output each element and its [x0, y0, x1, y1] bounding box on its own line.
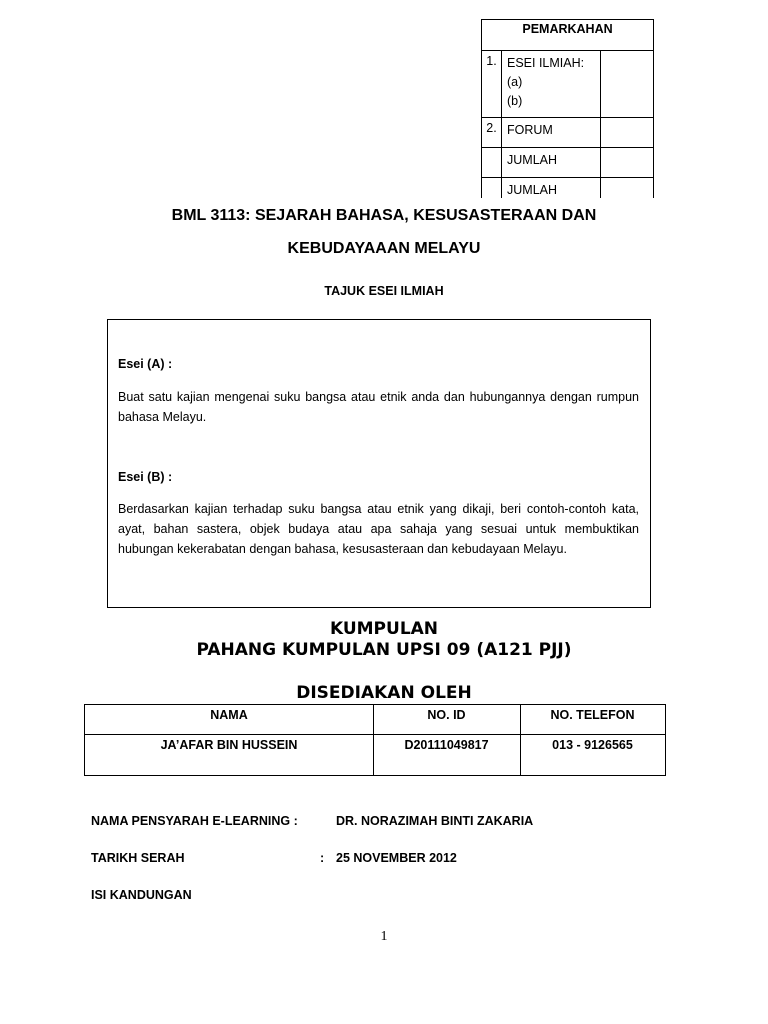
marks-row: [482, 51, 653, 118]
essay-b-text: Berdasarkan kajian terhadap suku bangsa atau etnik yang dikaji, beri contoh-contoh kata, ayat, bahan sastera, objek budaya atau apa sahaja yang sesuai untuk membuktikan hubungan kekerabatan dengan bahasa, kesusasteraan dan kebudayaan Melayu.: [118, 502, 639, 556]
column-header-name: NAMA: [210, 708, 248, 722]
essay-a-heading: Esei (A) :: [118, 357, 173, 371]
lecturer-value: DR. NORAZIMAH BINTI ZAKARIA: [336, 814, 534, 828]
marks-row-label: FORUM: [507, 123, 553, 137]
member-phone: 013 - 9126565: [552, 738, 633, 752]
essay-a-text: Buat satu kajian mengenai suku bangsa atau etnik anda dan hubungannya dengan rumpun bahasa Melayu.: [118, 390, 639, 424]
course-title-line1: BML 3113: SEJARAH BAHASA, KESUSASTERAAN DAN: [171, 207, 597, 224]
column-header-phone: NO. TELEFON: [550, 708, 635, 722]
submission-date-value: 25 NOVEMBER 2012: [336, 851, 457, 865]
member-id: D20111049817: [404, 738, 489, 752]
column-header-id: NO. ID: [427, 708, 466, 722]
marks-header: PEMARKAHAN: [522, 22, 613, 36]
marks-row-label: JUMLAH: [507, 183, 558, 197]
marks-row-label: ESEI ILMIAH:: [507, 56, 585, 70]
members-table: [84, 704, 666, 776]
group-label: KUMPULAN: [329, 619, 439, 639]
marks-row-number: 2.: [486, 121, 497, 135]
marks-row-sublabel: (a): [507, 75, 523, 89]
marks-header-row: [482, 20, 653, 51]
member-name: JA’AFAR BIN HUSSEIN: [160, 738, 298, 752]
page-number: 1: [380, 929, 388, 944]
prepared-by-heading: DISEDIAKAN OLEH: [296, 683, 472, 703]
contents-heading: ISI KANDUNGAN: [91, 888, 192, 902]
marks-table: [481, 19, 654, 198]
submission-date-label: TARIKH SERAH: [91, 851, 185, 865]
essay-section-heading: TAJUK ESEI ILMIAH: [324, 284, 444, 298]
marks-row-sublabel: (b): [507, 94, 523, 108]
submission-date-colon: :: [320, 851, 325, 865]
course-title-line2: KEBUDAYAAAN MELAYU: [287, 240, 481, 257]
marks-row-label: JUMLAH: [507, 153, 558, 167]
marks-row: [482, 148, 653, 178]
marks-row: [482, 178, 653, 198]
marks-row-number: 1.: [486, 54, 497, 68]
group-name: PAHANG KUMPULAN UPSI 09 (A121 PJJ): [196, 640, 572, 660]
essay-box: [107, 319, 651, 608]
essay-b-heading: Esei (B) :: [118, 470, 173, 484]
lecturer-label: NAMA PENSYARAH E-LEARNING :: [91, 814, 298, 828]
marks-row: [482, 118, 653, 148]
